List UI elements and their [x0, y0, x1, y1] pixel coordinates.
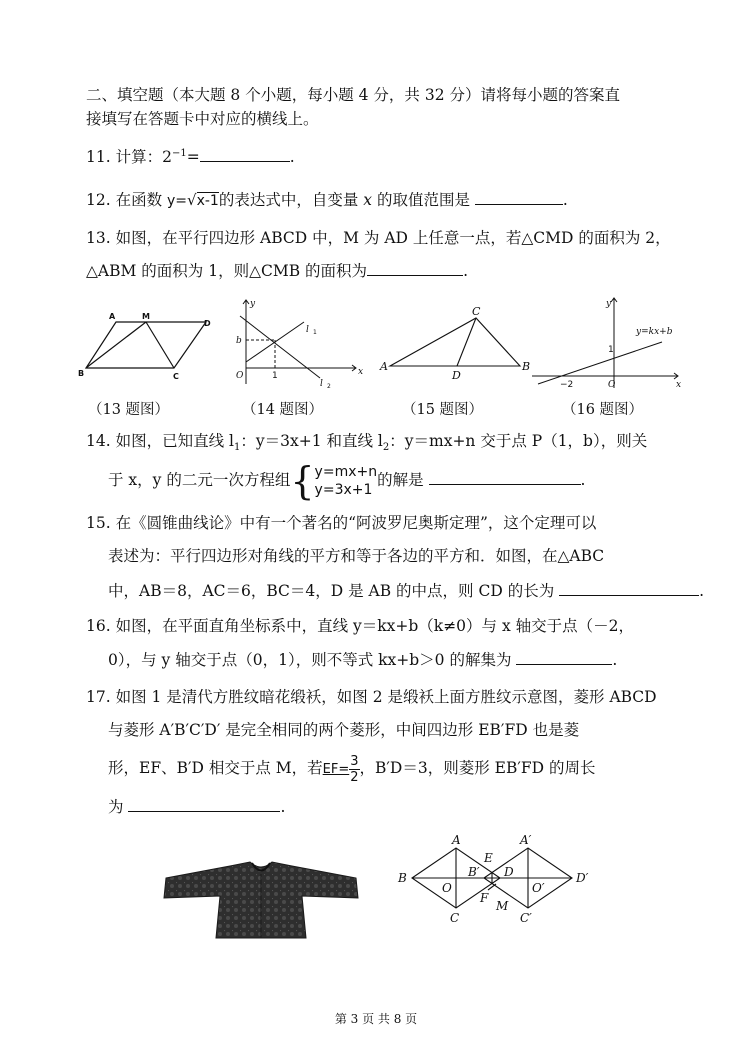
axis-label-y: y [606, 299, 612, 309]
section-title-line2: 接填写在答题卡中对应的横线上。 [86, 110, 319, 128]
question-15-line2: 表述为：平行四边形对角线的平方和等于各边的平方和．如图，在△ABC [108, 547, 605, 565]
fig16-tick-neg2: −2 [560, 380, 574, 390]
caption-16: （16 题图） [562, 402, 644, 418]
line-label-l: l [306, 325, 309, 335]
question-17-line1: 17. 如图 1 是清代方胜纹暗花缎袄，如图 2 是缎袄上面方胜纹示意图，菱形 ABCD [86, 688, 657, 706]
line-label-l: l [320, 379, 323, 389]
fig13-label: C [173, 372, 179, 381]
fig16-tick-1: 1 [608, 345, 614, 355]
fig17-label: O [442, 881, 452, 895]
figure-17 [392, 830, 632, 930]
figure-15 [376, 302, 540, 386]
figure-13 [78, 304, 228, 390]
fig17-label: O′ [532, 881, 545, 895]
fig15-label: A [380, 360, 388, 373]
question-17-line2: 与菱形 A′B′C′D′ 是完全相同的两个菱形，中间四边形 EB′FD 也是菱 [108, 721, 580, 739]
question-15-line1: 15. 在《圆锥曲线论》中有一个著名的“阿波罗尼奥斯定理”，这个定理可以 [86, 514, 597, 532]
origin-label: O [608, 380, 616, 390]
fig15-label: C [472, 305, 481, 318]
fig17-label: B′ [468, 865, 480, 879]
question-17-line4: 为 . [108, 795, 285, 818]
fraction: $\frac{3}{2}$ [350, 753, 359, 785]
answer-blank-11[interactable] [200, 145, 290, 162]
question-12: 12. 在函数 y=√x-1的表达式中，自变量 x 的取值范围是 . [86, 188, 568, 212]
caption-14: （14 题图） [242, 402, 324, 418]
page-footer: 第 3 页 共 8 页 [334, 1012, 418, 1026]
fig14-label-b: b [236, 336, 242, 346]
figure-16 [528, 294, 688, 394]
fig13-label: B [78, 369, 85, 378]
fig17-label: C [450, 911, 460, 925]
fig13-label: A [109, 312, 116, 321]
question-11: 11. 计算：$2^{-1}=$ . [86, 143, 295, 168]
line-label-sub: 2 [327, 383, 331, 390]
fig17-label: D [504, 865, 514, 879]
fig13-label: D [204, 319, 211, 328]
line-equation-label: y=kx+b [636, 327, 673, 337]
fig17-label: D′ [576, 871, 589, 885]
fig17-label: F [480, 891, 489, 905]
question-16-line2: 0），与 y 轴交于点（0，1），则不等式 kx+b＞0 的解集为 . [108, 648, 617, 671]
answer-blank-14[interactable] [429, 468, 581, 485]
answer-blank-15[interactable] [559, 579, 699, 596]
radicand: x-1 [196, 193, 219, 209]
question-16-line1: 16. 如图，在平面直角坐标系中，直线 y＝kx+b（k≠0）与 x 轴交于点（－2， [86, 617, 635, 635]
question-13-line1: 13. 如图，在平行四边形 ABCD 中，M 为 AD 上任意一点，若△CMD 的面积为 2， [86, 229, 671, 247]
axis-label-x: x [676, 380, 682, 390]
fig17-label: C′ [520, 911, 532, 925]
fig17-label: A [452, 833, 461, 847]
question-15-line3: 中，AB＝8，AC＝6，BC＝4，D 是 AB 的中点，则 CD 的长为 . [108, 579, 704, 602]
question-14-line1: 14. 如图，已知直线 $l_1$：y＝3x+1 和直线 $l_2$：y＝mx+n 交于点 P（1，b），则关 [86, 432, 648, 454]
axis-label-y: y [250, 299, 256, 309]
fig13-label: M [142, 312, 150, 321]
fig17-label: A′ [520, 833, 532, 847]
question-13-line2: △ABM 的面积为 1，则△CMB 的面积为 . [86, 259, 468, 282]
answer-blank-13[interactable] [367, 259, 463, 276]
question-14-line2: 于 x，y 的二元一次方程组{y=mx+n y=3x+1的解是 . [108, 459, 586, 503]
figure-14 [228, 294, 370, 394]
fig17-label: E [484, 851, 493, 865]
fig17-label: B [398, 871, 407, 885]
caption-13: （13 题图） [88, 402, 170, 418]
fig15-label: D [452, 369, 461, 382]
fig17-label: M [496, 899, 509, 913]
answer-blank-17[interactable] [128, 795, 280, 812]
jacket-photo [160, 858, 362, 942]
answer-blank-16[interactable] [516, 648, 612, 665]
answer-blank-12[interactable] [475, 188, 563, 205]
section-title-line1: 二、填空题（本大题 8 个小题，每小题 4 分，共 32 分）请将每小题的答案直 [86, 86, 621, 104]
origin-label: O [236, 371, 244, 381]
fig14-tick-1: 1 [272, 371, 278, 381]
axis-label-x: x [358, 367, 364, 377]
equation-system: y=mx+n y=3x+1 [314, 464, 378, 498]
question-17-line3: 形，EF、B′D 相交于点 M，若EF= $\frac{3}{2}$ ，B′D＝3，则菱形 EB′FD 的周长 [108, 753, 596, 785]
fig15-label: B [522, 360, 531, 373]
line-label-sub: 1 [313, 329, 317, 336]
caption-15: （15 题图） [402, 402, 484, 418]
